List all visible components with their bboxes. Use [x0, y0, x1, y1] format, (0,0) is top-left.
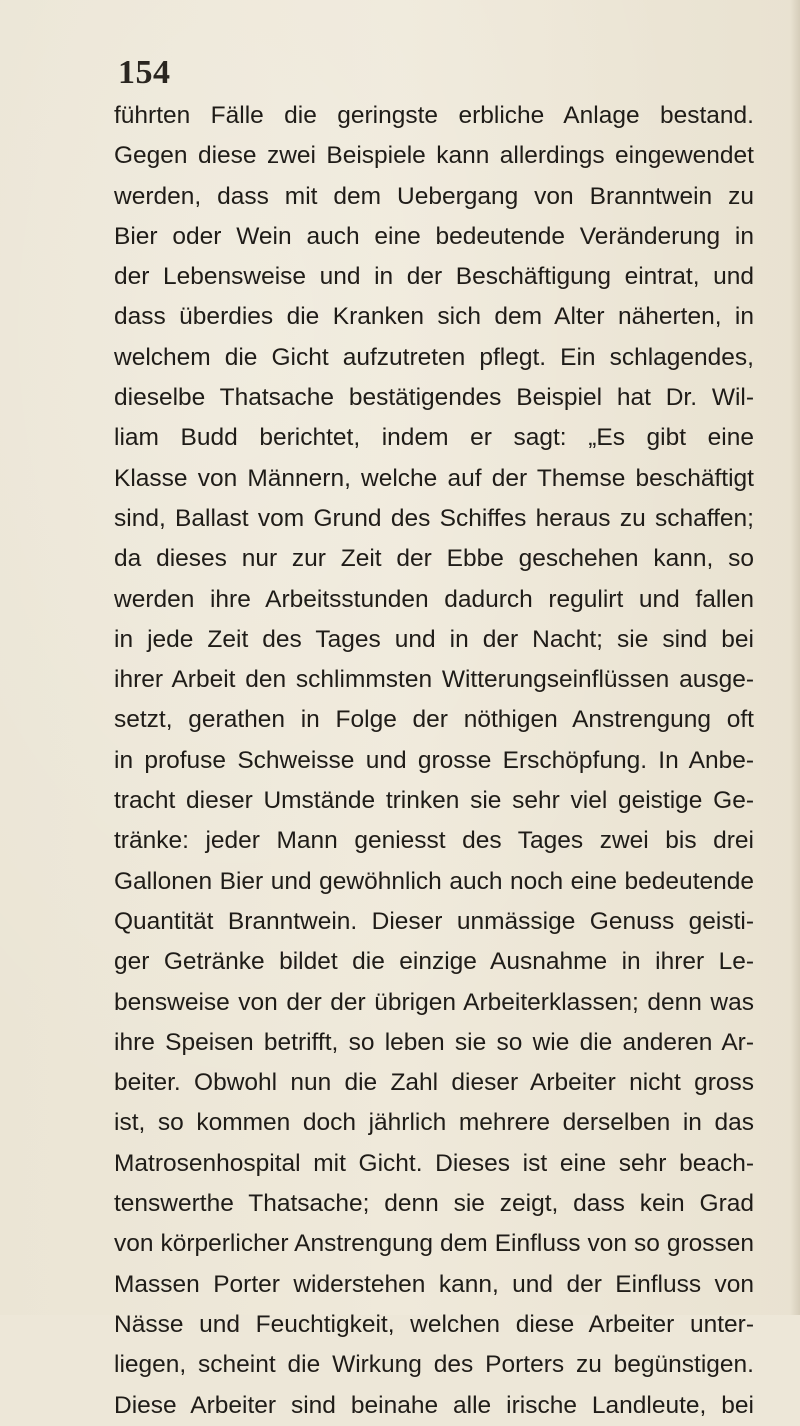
text-line: bensweise von der der übrigen Arbeiterklassen; denn was [114, 988, 754, 1016]
text-line: ihre Speisen betrifft, so leben sie so wie die anderen Ar- [114, 1028, 754, 1056]
body-text [114, 96, 754, 1426]
text-line: dass überdies die Kranken sich dem Alter näherten, in [114, 303, 754, 331]
page-edge-shadow [790, 0, 800, 1315]
text-line: Quantität Branntwein. Dieser unmässige Genuss geisti- [114, 907, 754, 935]
text-line: in jede Zeit des Tages und in der Nacht; sie sind bei [114, 625, 754, 653]
text-line: welchem die Gicht aufzutreten pflegt. Ein schlagendes, [114, 343, 754, 371]
text-line: Bier oder Wein auch eine bedeutende Veränderung in [114, 222, 754, 250]
text-line: Diese Arbeiter sind beinahe alle irische Landleute, bei [114, 1391, 754, 1419]
text-line: Nässe und Feuchtigkeit, welchen diese Arbeiter unter- [114, 1310, 754, 1338]
text-line: dieselbe Thatsache bestätigendes Beispiel hat Dr. Wil- [114, 384, 754, 412]
text-line: setzt, gerathen in Folge der nöthigen Anstrengung oft [114, 706, 754, 734]
text-line: liegen, scheint die Wirkung des Porters zu begünstigen. [114, 1351, 754, 1379]
text-line: da dieses nur zur Zeit der Ebbe geschehen kann, so [114, 545, 754, 573]
text-line: sind, Ballast vom Grund des Schiffes heraus zu schaffen; [114, 504, 754, 532]
text-line: Gegen diese zwei Beispiele kann allerdings eingewendet [114, 142, 754, 170]
text-line: Gallonen Bier und gewöhnlich auch noch eine bedeutende [114, 867, 754, 895]
text-line: tenswerthe Thatsache; denn sie zeigt, dass kein Grad [114, 1190, 754, 1218]
text-line: Matrosenhospital mit Gicht. Dieses ist eine sehr beach- [114, 1149, 754, 1177]
page-number: 154 [118, 54, 171, 91]
text-line: ger Getränke bildet die einzige Ausnahme in ihrer Le- [114, 948, 754, 976]
text-line: Massen Porter widerstehen kann, und der Einfluss von [114, 1270, 754, 1298]
text-line: tracht dieser Umstände trinken sie sehr viel geistige Ge- [114, 787, 754, 815]
text-line: von körperlicher Anstrengung dem Einfluss von so grossen [114, 1230, 754, 1258]
text-line: werden, dass mit dem Uebergang von Branntwein zu [114, 182, 754, 210]
text-line: ihrer Arbeit den schlimmsten Witterungseinflüssen ausge- [114, 666, 754, 694]
text-line: liam Budd berichtet, indem er sagt: „Es gibt eine [114, 424, 754, 452]
text-line: Klasse von Männern, welche auf der Themse beschäftigt [114, 464, 754, 492]
text-line: ist, so kommen doch jährlich mehrere derselben in das [114, 1109, 754, 1137]
text-line: in profuse Schweisse und grosse Erschöpfung. In Anbe- [114, 746, 754, 774]
text-line: führten Fälle die geringste erbliche Anlage bestand. [114, 102, 754, 129]
text-line: werden ihre Arbeitsstunden dadurch regulirt und fallen [114, 585, 754, 613]
text-line: der Lebensweise und in der Beschäftigung eintrat, und [114, 263, 754, 291]
text-line: tränke: jeder Mann geniesst des Tages zwei bis drei [114, 827, 754, 855]
text-line: beiter. Obwohl nun die Zahl dieser Arbeiter nicht gross [114, 1069, 754, 1097]
